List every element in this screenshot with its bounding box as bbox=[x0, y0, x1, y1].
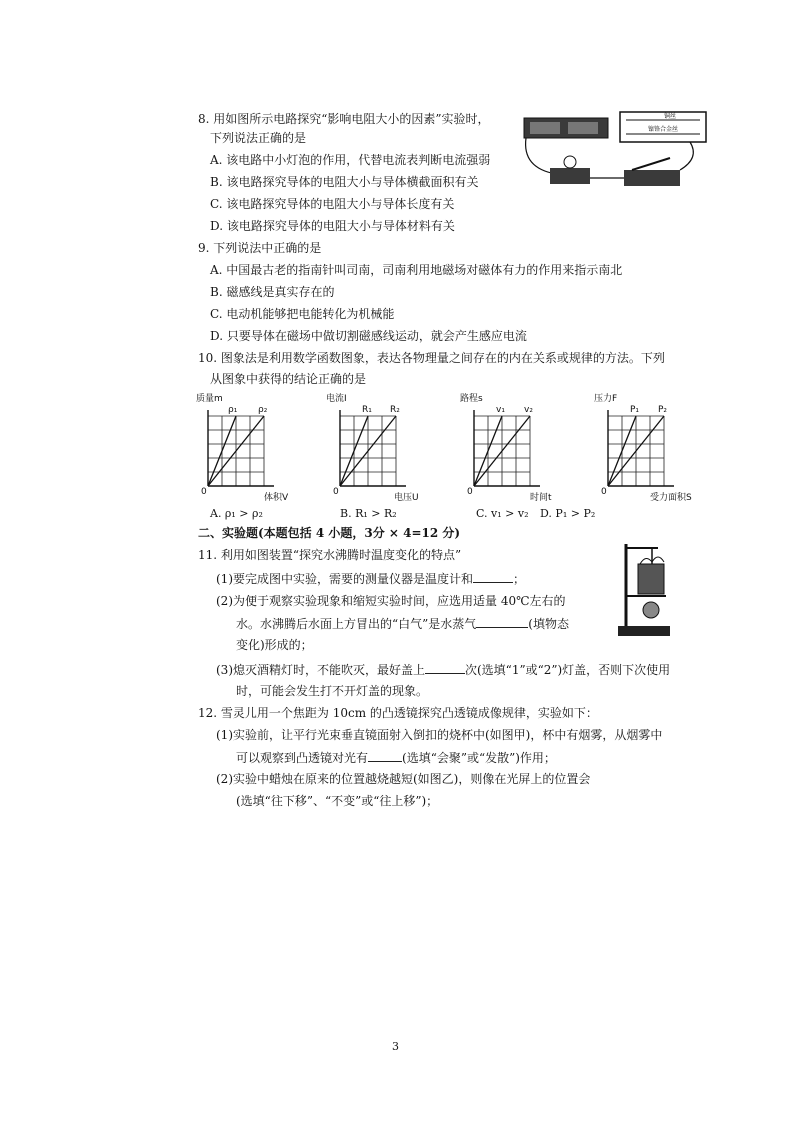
graph-d-ylabel: 压力F bbox=[594, 394, 618, 404]
q11-part1 bbox=[216, 571, 525, 586]
q10-stem-line2: 从图象中获得的结论正确的是 bbox=[210, 372, 367, 386]
q10-option-d: D. P₁ > P₂ bbox=[540, 507, 596, 520]
q10-stem-line1: 10. 图象法是利用数学函数图象，表达各物理量之间存在的内在关系或规律的方法。下列 bbox=[198, 351, 665, 365]
graph-d-origin: 0 bbox=[601, 487, 607, 497]
q12-part1-end: (选填“会聚”或“发散”)作用； bbox=[402, 751, 556, 765]
graph-b-line1-label: R₁ bbox=[362, 405, 372, 415]
graph-b-xlabel: 电压U bbox=[394, 493, 419, 503]
q10-option-b: B. R₁ > R₂ bbox=[340, 507, 397, 520]
q12-part1-blank[interactable] bbox=[368, 750, 402, 762]
q11-part2-blank[interactable] bbox=[476, 616, 528, 628]
graph-a-line1-label: ρ₁ bbox=[228, 405, 238, 415]
q11-part3-line2: 时，可能会发生打不开灯盖的现象。 bbox=[236, 684, 429, 698]
q11-part2-end: (填物态 bbox=[528, 617, 569, 631]
q8-circuit-figure bbox=[520, 108, 710, 192]
q8-option-c: C. 该电路探究导体的电阻大小与导体长度有关 bbox=[210, 197, 455, 211]
graph-d-line2-label: P₂ bbox=[658, 405, 668, 415]
q10-option-c: C. v₁ > v₂ bbox=[476, 507, 529, 520]
graph-a-line2-label: ρ₂ bbox=[258, 405, 268, 415]
q10-graph-a bbox=[196, 390, 306, 508]
q9-option-a: A. 中国最古老的指南针叫司南，司南利用地磁场对磁体有力的作用来指示南北 bbox=[210, 263, 623, 277]
q11-part3-line1 bbox=[216, 662, 670, 677]
q8-stem-line1: 8. 用如图所示电路探究“影响电阻大小的因素”实验时， bbox=[198, 112, 490, 126]
q11-part2-text: 水。水沸腾后水面上方冒出的“白气”是水蒸气 bbox=[236, 617, 477, 631]
q11-part1-blank[interactable] bbox=[473, 571, 513, 583]
q11-part1-text: (1)要完成图中实验，需要的测量仪器是温度计和 bbox=[216, 572, 473, 586]
q8-option-b: B. 该电路探究导体的电阻大小与导体横截面积有关 bbox=[210, 175, 479, 189]
graph-b-line2-label: R₂ bbox=[390, 405, 400, 415]
q8-stem-line2: 下列说法正确的是 bbox=[210, 131, 307, 145]
graph-d-line1-label: P₁ bbox=[630, 405, 640, 415]
q11-part3-end: 次(选填“1”或“2”)灯盖，否则下次使用 bbox=[465, 663, 671, 677]
q12-stem: 12. 雪灵儿用一个焦距为 10cm 的凸透镜探究凸透镜成像规律，实验如下： bbox=[198, 706, 598, 720]
graph-c-xlabel: 时间t bbox=[530, 493, 552, 503]
q12-part1-text: 可以观察到凸透镜对光有 bbox=[236, 751, 369, 765]
graph-a-ylabel: 质量m bbox=[196, 394, 223, 404]
q12-part2-line2: (选填“往下移”、“不变”或“往上移”)； bbox=[236, 794, 439, 808]
graph-b-ylabel: 电流I bbox=[326, 394, 347, 404]
q10-graph-d bbox=[594, 390, 706, 508]
graph-c-line1-label: v₁ bbox=[496, 405, 505, 415]
q11-part1-end: ； bbox=[513, 572, 526, 586]
q10-graph-b bbox=[326, 390, 436, 508]
q10-option-a: A. ρ₁ > ρ₂ bbox=[210, 507, 263, 520]
graph-b-origin: 0 bbox=[333, 487, 339, 497]
graph-a-origin: 0 bbox=[201, 487, 207, 497]
q10-graph-c bbox=[460, 390, 570, 508]
q12-part1-line2 bbox=[236, 750, 556, 765]
graph-d-xlabel: 受力面积S bbox=[650, 493, 692, 503]
q11-stem: 11. 利用如图装置“探究水沸腾时温度变化的特点” bbox=[198, 548, 462, 562]
graph-a-xlabel: 体积V bbox=[264, 493, 289, 503]
q12-part2-line1: (2)实验中蜡烛在原来的位置越烧越短(如图乙)，则像在光屏上的位置会 bbox=[216, 772, 591, 786]
q8-option-a: A. 该电路中小灯泡的作用，代替电流表判断电流强弱 bbox=[210, 153, 491, 167]
q8-option-d: D. 该电路探究导体的电阻大小与导体材料有关 bbox=[210, 219, 455, 233]
graph-c-ylabel: 路程s bbox=[460, 394, 483, 404]
q11-part3-text: (3)熄灭酒精灯时，不能吹灭，最好盖上 bbox=[216, 663, 425, 677]
q8-wire1-label: 铜丝 bbox=[663, 113, 677, 120]
q9-stem: 9. 下列说法中正确的是 bbox=[198, 241, 322, 255]
graph-c-origin: 0 bbox=[467, 487, 473, 497]
q9-option-d: D. 只要导体在磁场中做切割磁感线运动，就会产生感应电流 bbox=[210, 329, 527, 343]
q11-part3-blank[interactable] bbox=[425, 662, 465, 674]
section-2-heading: 二、实验题(本题包括 4 小题，3分 × 4=12 分) bbox=[198, 526, 461, 540]
graph-c-line2-label: v₂ bbox=[524, 405, 533, 415]
q8-wire2-label: 镍铬合金丝 bbox=[647, 126, 679, 133]
q9-option-c: C. 电动机能够把电能转化为机械能 bbox=[210, 307, 395, 321]
q9-option-b: B. 磁感线是真实存在的 bbox=[210, 285, 335, 299]
q12-part1-line1: (1)实验前，让平行光束垂直镜面射入倒扣的烧杯中(如图甲)，杯中有烟雾，从烟雾中 bbox=[216, 728, 663, 742]
q11-part2-line2 bbox=[236, 616, 569, 631]
page-number: 3 bbox=[392, 1040, 399, 1053]
q11-part2-line3: 变化)形成的； bbox=[236, 638, 313, 652]
q11-part2-line1: (2)为便于观察实验现象和缩短实验时间，应选用适量 40℃左右的 bbox=[216, 594, 566, 608]
q11-boiling-apparatus-figure bbox=[612, 540, 674, 640]
